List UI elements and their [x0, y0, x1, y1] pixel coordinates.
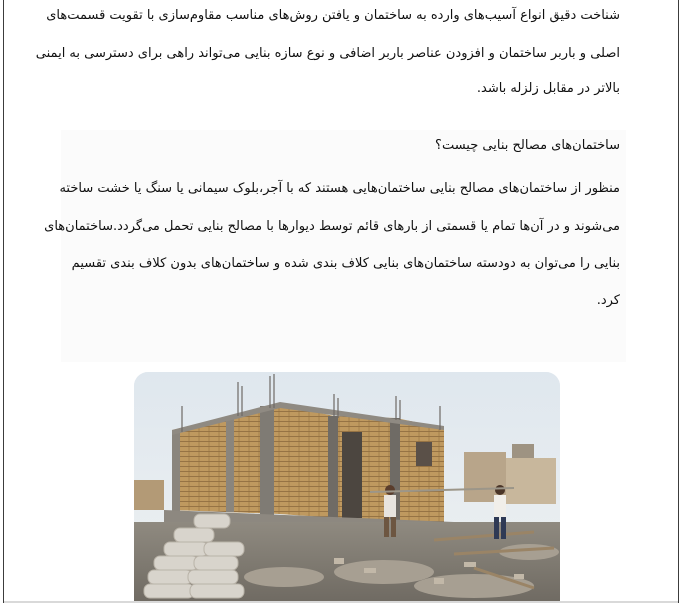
section-line-2: می‌شوند و در آن‌ها تمام یا قسمتی از بارهای قائم توسط دیوارها با مصالح بنایی تحمل می‌گردد.ساختمان‌های — [44, 219, 620, 234]
section-line-3: بنایی را می‌توان به دودسته ساختمان‌های بنایی کلاف بندی شده و ساختمان‌های بدون کلاف بندی تقسیم — [71, 256, 620, 271]
section-line-1: منظور از ساختمان‌های مصالح بنایی ساختمان‌هایی هستند که با آجر،بلوک سیمانی یا سنگ یا خشت ساخته — [59, 181, 620, 196]
section-line-4: کرد. — [596, 293, 620, 308]
document-page — [3, 0, 679, 603]
section-paragraph — [44, 130, 620, 362]
intro-paragraph — [35, 0, 620, 110]
intro-line-1: شناخت دقیق انواع آسیب‌های وارده به ساختمان و یافتن روش‌های مناسب مقاوم‌سازی با تقویت قسمت‌های — [46, 8, 620, 23]
masonry-building-photo — [134, 372, 560, 603]
intro-line-2: اصلی و باربر ساختمان و افزودن عناصر باربر اضافی و نوع سازه بنایی می‌تواند راهی برای دسترسی به ایمنی — [35, 46, 620, 61]
section-heading: ساختمان‌های مصالح بنایی چیست؟ — [435, 138, 620, 153]
construction-scene-illustration — [134, 372, 560, 603]
intro-line-3: بالاتر در مقابل زلزله باشد. — [476, 81, 620, 96]
